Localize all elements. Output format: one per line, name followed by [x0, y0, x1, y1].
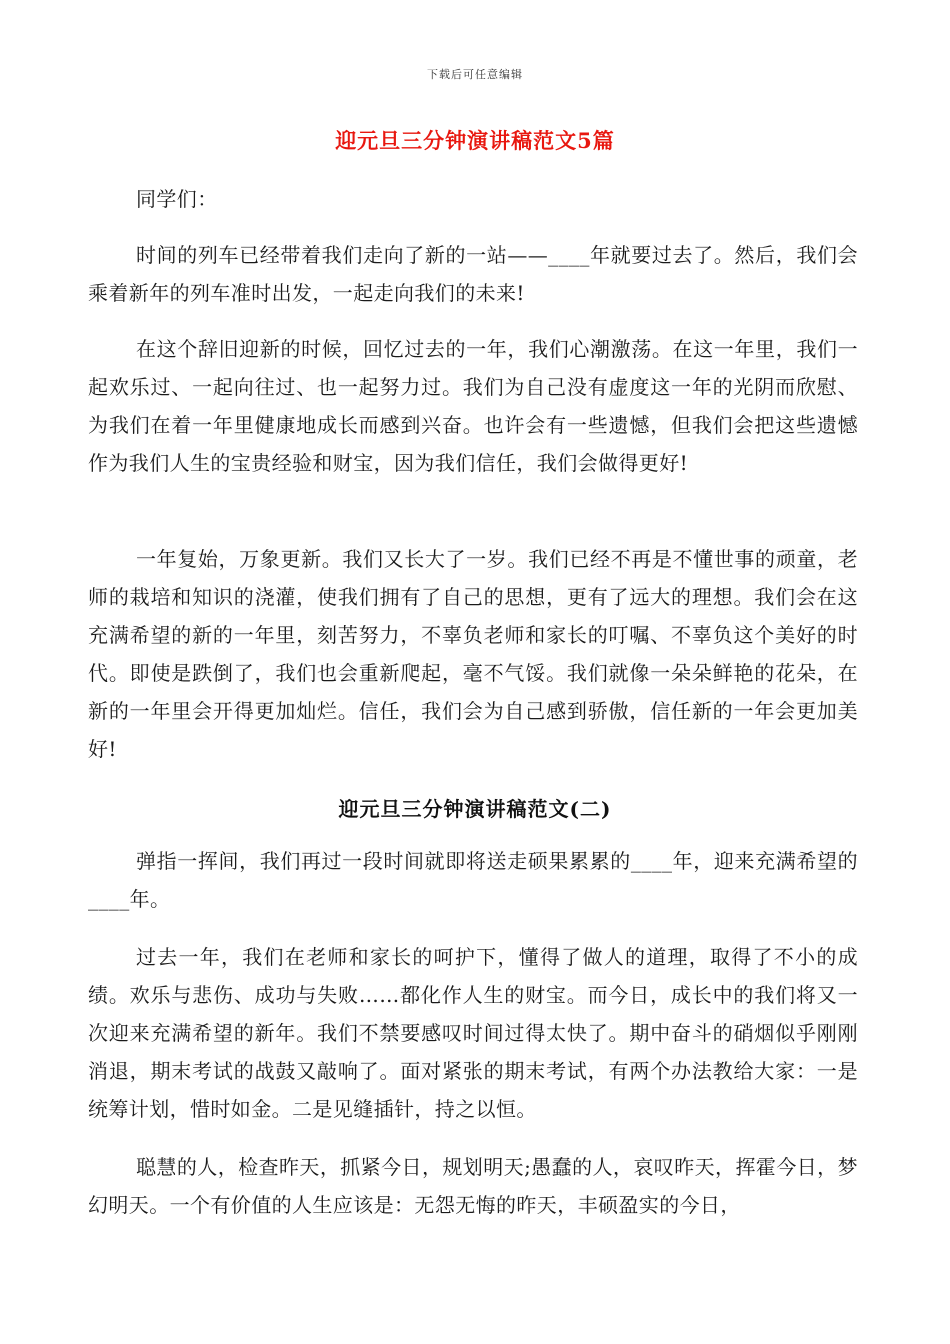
section-title: 迎元旦三分钟演讲稿范文(二)	[338, 797, 612, 821]
paragraph: 过去一年，我们在老师和家长的呵护下，懂得了做人的道理，取得了不小的成绩。欢乐与悲伤、成功与失败……都化作人生的财宝。而今日，成长中的我们将又一次迎来充满希望的新年。我们不禁要感叹时间过得太快了。期中奋斗的硝烟似乎刚刚消退，期末考试的战鼓又敲响了。面对紧张的期末考试，有两个办法教给大家：一是统筹计划，惜时如金。二是见缝插针，持之以恒。	[88, 945, 858, 1121]
paragraph: 在这个辞旧迎新的时候，回忆过去的一年，我们心潮激荡。在这一年里，我们一起欢乐过、一起向往过、也一起努力过。我们为自己没有虚度这一年的光阴而欣慰、为我们在着一年里健康地成长而感到兴奋。也许会有一些遗憾，但我们会把这些遗憾作为我们人生的宝贵经验和财宝，因为我们信任，我们会做得更好!	[88, 337, 858, 475]
paragraph: 弹指一挥间，我们再过一段时间就即将送走硕果累累的____年，迎来充满希望的____年。	[88, 849, 858, 911]
header-note: 下载后可任意编辑	[427, 68, 523, 81]
paragraph: 一年复始，万象更新。我们又长大了一岁。我们已经不再是不懂世事的顽童，老师的栽培和知识的浇灌，使我们拥有了自己的思想，更有了远大的理想。我们会在这充满希望的新的一年里，刻苦努力，不辜负老师和家长的叮嘱、不辜负这个美好的时代。即使是跌倒了，我们也会重新爬起，毫不气馁。我们就像一朵朵鲜艳的花朵，在新的一年里会开得更加灿烂。信任，我们会为自己感到骄傲，信任新的一年会更加美好!	[88, 547, 858, 761]
paragraph: 聪慧的人，检查昨天，抓紧今日，规划明天;愚蠢的人，哀叹昨天，挥霍今日，梦幻明天。一个有价值的人生应该是：无怨无悔的昨天，丰硕盈实的今日，	[88, 1155, 858, 1217]
document-title: 迎元旦三分钟演讲稿范文5篇	[335, 128, 615, 153]
paragraph: 时间的列车已经带着我们走向了新的一站——____年就要过去了。然后，我们会乘着新年的列车准时出发，一起走向我们的未来!	[88, 243, 858, 305]
salutation: 同学们：	[136, 187, 218, 211]
